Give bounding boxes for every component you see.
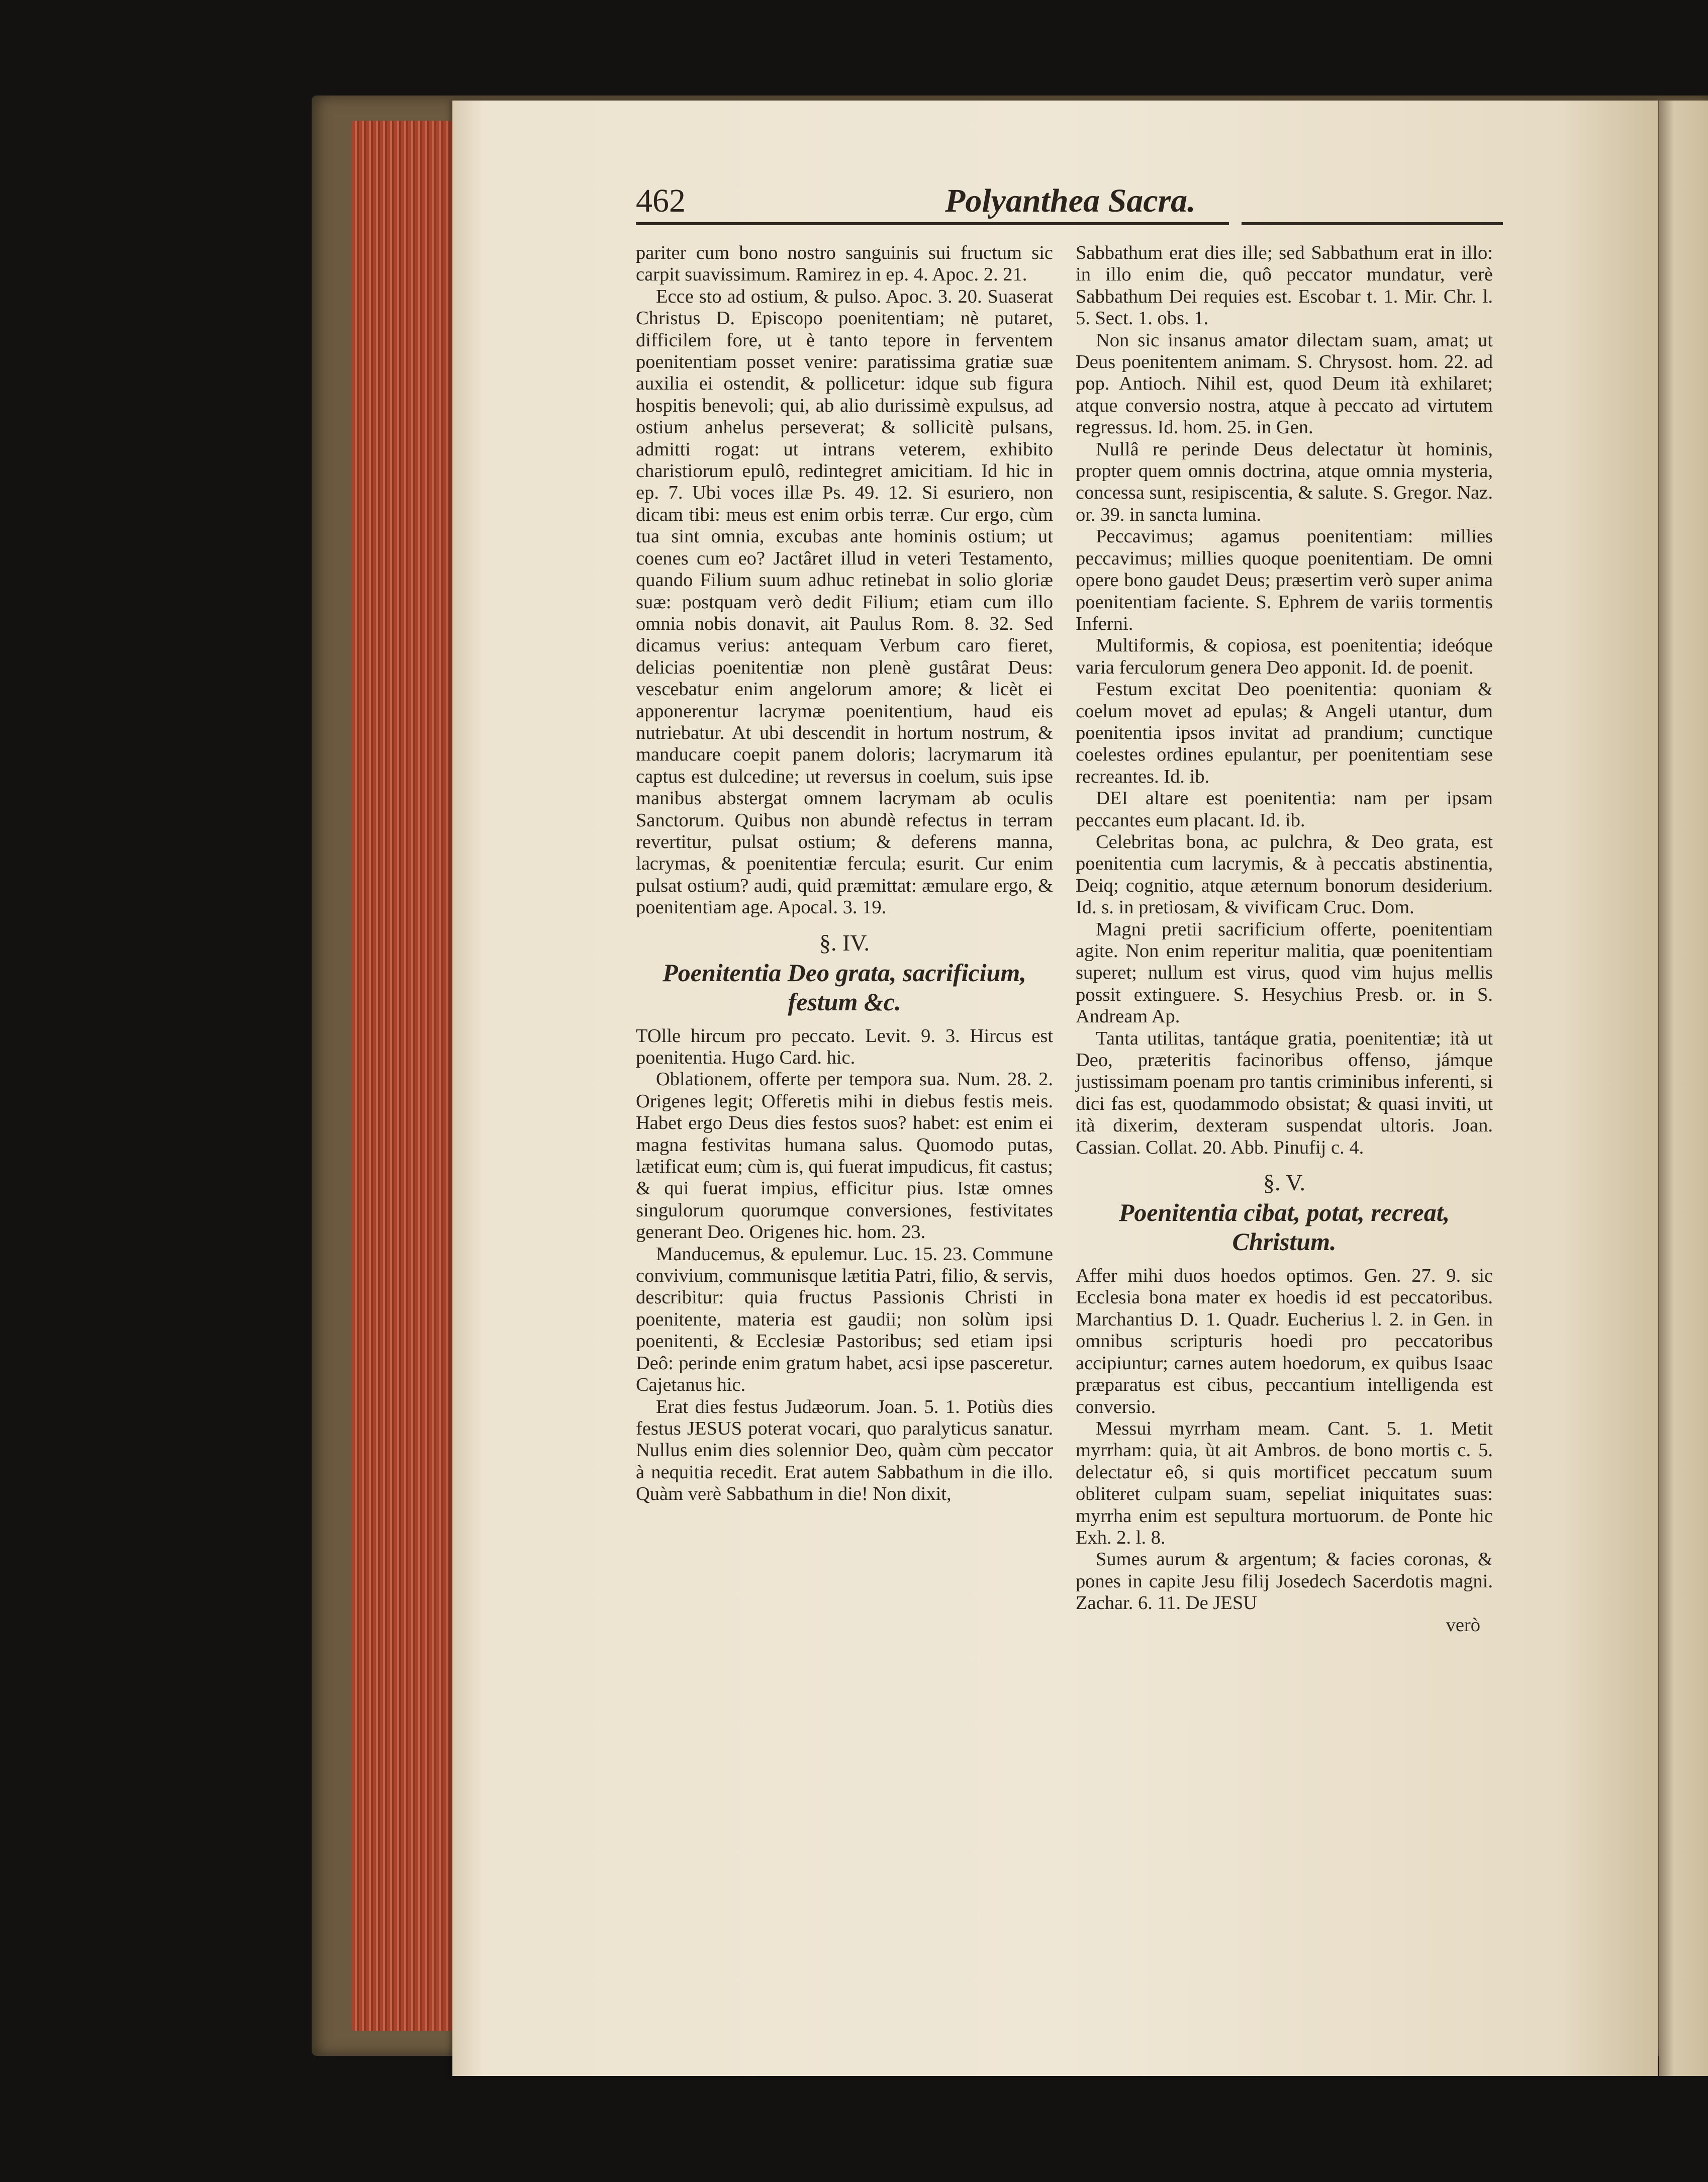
paragraph: Oblationem, offerte per tempora sua. Num. 28. 2. Origenes legit; Offeretis mihi in diebus festis meis. Habet ergo Deus dies festos suos? habet: est enim ei magna festivitas humana salus. Quomodo putas, lætificat eum; cùm is, qui fuerat impudicus, fit castus; & qui fuerat impius, efficitur pius. Istæ omnes singulorum quorumque conversiones, festivitates generant Deo. Origenes hic. hom. 23. <box>636 1069 1053 1243</box>
section-title: Poenitentia cibat, potat, recreat, Christum. <box>1118 1198 1450 1256</box>
page-number: 462 <box>636 182 686 219</box>
paragraph: Sabbathum erat dies ille; sed Sabbathum erat in illo: in illo enim die, quô peccator mundatur, verè Sabbathum Dei requies est. Escobar t. 1. Mir. Chr. l. 5. Sect. 1. obs. 1. <box>1076 242 1493 329</box>
paragraph: Sumes aurum & argentum; & facies coronas, & pones in capite Jesu filij Josedech Sacerdotis magni. Zachar. 6. 11. De JESU <box>1076 1549 1493 1614</box>
catchword: verò <box>1446 1614 1480 1636</box>
paragraph: Peccavimus; agamus poenitentiam: millies peccavimus; millies quoque poenitentiam. De omni opere bono gaudet Deus; præsertim verò super anima poenitentiam faciente. S. Ephrem de variis tormentis Inferni. <box>1076 526 1493 634</box>
facing-page-edge <box>1659 101 1708 2076</box>
section-number: §. IV. <box>819 929 870 956</box>
section-number: §. V. <box>1263 1170 1305 1196</box>
left-column <box>636 242 1053 1505</box>
paragraph: Affer mihi duos hoedos optimos. Gen. 27. 9. sic Ecclesia bona mater ex hoedis id est peccatoribus. Marchantius D. 1. Quadr. Eucherius l. 2. in Gen. in omnibus scripturis hoedi pro peccatoribus accipiuntur; carnes autem hoedorum, ex quibus Isaac præparatus est cibus, peccantium intelligenda est conversio. <box>1076 1265 1493 1417</box>
paragraph: Festum excitat Deo poenitentia: quoniam & coelum movet ad epulas; & Angeli utantur, dum poenitentia ipsos invitat ad prandium; cunctique coelestes ordines epulantur, per poenitentiam sese recreantes. Id. ib. <box>1076 679 1493 787</box>
paragraph: DEI altare est poenitentia: nam per ipsam peccantes eum placant. Id. ib. <box>1076 788 1493 831</box>
paragraph: Manducemus, & epulemur. Luc. 15. 23. Commune convivium, communisque lætitia Patri, filio, & servis, describitur: quia fructus Passionis Christi in poenitente, materia est gaudii; non solùm ipsi poenitenti, & Ecclesiæ Pastoribus; sed etiam ipsi Deô: perinde enim gratum habet, acsi ipse pasceretur. Cajetanus hic. <box>636 1243 1053 1396</box>
paragraph: Tanta utilitas, tantáque gratia, poenitentiæ; ità ut Deo, præteritis facinoribus offenso, jámque justissimam poenam pro tantis criminibus inferenti, si dici fas est, quodammodo obsistat; & quasi inviti, ut ità dixerim, dexteram suspendat ultoris. Joan. Cassian. Collat. 20. Abb. Pinufij c. 4. <box>1076 1027 1493 1158</box>
paragraph: pariter cum bono nostro sanguinis sui fructum sic carpit suavissimum. Ramirez in ep. 4. Apoc. 2. 21. <box>636 242 1053 286</box>
paragraph: Multiformis, & copiosa, est poenitentia; ideóque varia ferculorum genera Deo apponit. Id. de poenit. <box>1076 635 1493 678</box>
paragraph: Messui myrrham meam. Cant. 5. 1. Metit myrrham: quia, ùt ait Ambros. de bono mortis c. 5. delectatur eô, si quis mortificet peccatum suum obliteret culpam suam, sepeliat iniquitates suas: myrrha enim est sepultura mortuorum. de Ponte hic Exh. 2. l. 8. <box>1076 1417 1493 1548</box>
paragraph: Non sic insanus amator dilectam suam, amat; ut Deus poenitentem animam. S. Chrysost. hom. 22. ad pop. Antioch. Nihil est, quod Deum ità exhilaret; atque conversio nostra, atque à peccato ad virtutem regressus. Id. hom. 25. in Gen. <box>1076 329 1493 438</box>
paragraph: Nullâ re perinde Deus delectatur ùt hominis, propter quem omnis doctrina, atque omnia mysteria, concessa sunt, resipiscentia, & salute. S. Gregor. Naz. or. 39. in sancta lumina. <box>1076 438 1493 525</box>
header-rule-right <box>1242 222 1503 225</box>
paragraph: Magni pretii sacrificium offerte, poenitentiam agite. Non enim reperitur malitia, quæ poenitentiam superet; nullum est virus, quod vim hujus mellis possit extinguere. S. Hesychius Presb. or. in S. Andream Ap. <box>1076 918 1493 1027</box>
paragraph: Erat dies festus Judæorum. Joan. 5. 1. Potiùs dies festus JESUS poterat vocari, quo paralyticus sanatur. Nullus enim dies solennior Deo, quàm cùm peccator à nequitia recedit. Erat autem Sabbathum in die illo. Quàm verè Sabbathum in die! Non dixit, <box>636 1396 1053 1505</box>
section-title: Poenitentia Deo grata, sacrificium, festum &c. <box>662 958 1026 1016</box>
paragraph: TOlle hircum pro peccato. Levit. 9. 3. Hircus est poenitentia. Hugo Card. hic. <box>636 1025 1053 1068</box>
paragraph: Ecce sto ad ostium, & pulso. Apoc. 3. 20. Suaserat Christus D. Episcopo poenitentiam; nè putaret, difficilem fore, ut è tanto tepore in ferventem poenitentiam posset venire: paratissima gratiæ suæ auxilia ei ostendit, & pollicetur: idque sub figura hospitis benevoli; qui, ab alio durissimè expulsus, ad ostium anhelus perseverat; & sollicitè pulsans, admitti rogat: ut intrans veterem, exhibito charistiorum epulô, redintegret amicitiam. Id hic in ep. 7. Ubi voces illæ Ps. 49. 12. Si esuriero, non dicam tibi: meus est enim orbis terræ. Cur ergo, cùm tua sint omnia, excubas ante hominis ostium; ut coenes cum eo? Jactâret illud in veteri Testamento, quando Filium suum adhuc retinebat in solio gloriæ suæ: postquam verò dedit Filium; etiam cum illo omnia nobis donavit, ait Paulus Rom. 8. 32. Sed dicamus verius: antequam Verbum caro fieret, delicias poenitentiæ non plenè gustârat Deus: vescebatur enim angelorum amore; & licèt ei apponerentur lacrymæ poenitentium, haud eis nutriebatur. At ubi descendit in hortum nostrum, & manducare coepit panem doloris; lacrymarum ità captus est dulcedine; ut reversus in coelum, suis ipse manibus abstergat omnem lacrymam ab oculis Sanctorum. Quibus non abundè refectus in terram revertitur, pulsat ostium; & deferens manna, lacrymas, & poenitentiæ fercula; esurit. Cur enim pulsat ostium? audi, quid præmittat: æmulare ergo, & poenitentiam age. Apocal. 3. 19. <box>636 286 1053 918</box>
header-rule-left <box>636 222 1229 225</box>
page-edges <box>352 121 452 2031</box>
paragraph: Celebritas bona, ac pulchra, & Deo grata, est poenitentia cum lacrymis, & à peccatis abstinentia, Deiq; cognitio, atque æternum bonorum desiderium. Id. s. in pretiosam, & vivificam Cruc. Dom. <box>1076 831 1493 918</box>
right-column <box>1076 242 1493 1636</box>
running-title: Polyanthea Sacra. <box>945 182 1196 219</box>
